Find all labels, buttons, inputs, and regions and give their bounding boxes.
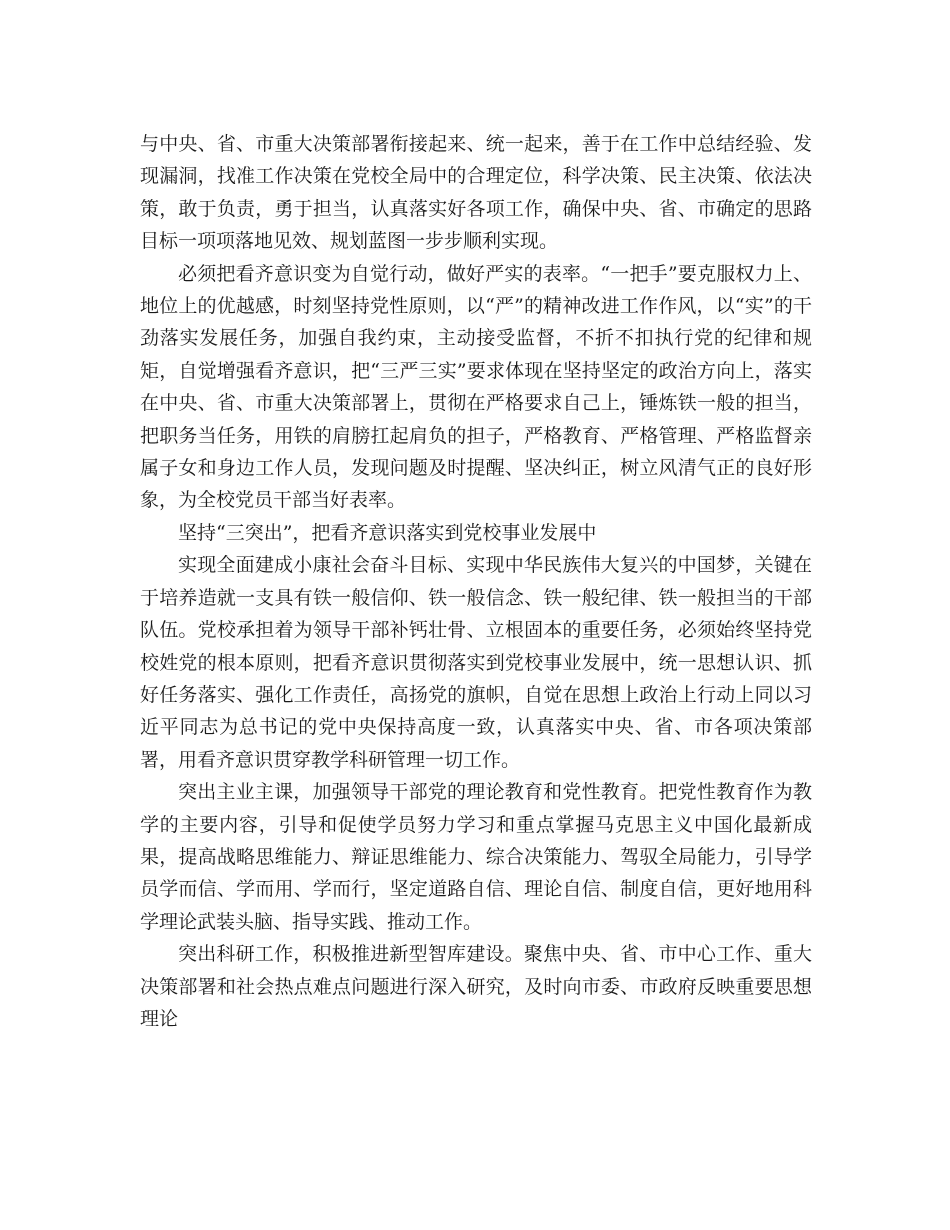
section-heading: 坚持“三突出”，把看齐意识落实到党校事业发展中 <box>178 521 597 544</box>
document-body <box>140 128 812 1035</box>
paragraph-main-courses: 突出主业主课，加强领导干部党的理论教育和党性教育。把党性教育作为教学的主要内容，引导和促使学员努力学习和重点掌握马克思主义中国化最新成果，提高战略思维能力、辩证思维能力、综合决策能力、驾驭全局能力，引导学员学而信、学而用、学而行，坚定道路自信、理论自信、制度自信，更好地用科学理论武装头脑、指导实践、推动工作。 <box>140 781 812 933</box>
paragraph-continuation: 与中央、省、市重大决策部署衔接起来、统一起来，善于在工作中总结经验、发现漏洞，找准工作决策在党校全局中的合理定位，科学决策、民主决策、依法决策，敢于负责，勇于担当，认真落实好各项工作，确保中央、省、市确定的思路目标一项项落地见效、规划蓝图一步步顺利实现。 <box>140 133 812 253</box>
paragraph-cadre-team: 实现全面建成小康社会奋斗目标、实现中华民族伟大复兴的中国梦，关键在于培养造就一支具有铁一般信仰、铁一般信念、铁一般纪律、铁一般担当的干部队伍。党校承担着为领导干部补钙壮骨、立根固本的重要任务，必须始终坚持党校姓党的根本原则，把看齐意识贯彻落实到党校事业发展中，统一思想认识、抓好任务落实、强化工作责任，高扬党的旗帜，自觉在思想上政治上行动上同以习近平同志为总书记的党中央保持高度一致，认真落实中央、省、市各项决策部署，用看齐意识贯穿教学科研管理一切工作。 <box>140 554 812 771</box>
paragraph-self-discipline: 必须把看齐意识变为自觉行动，做好严实的表率。“一把手”要克服权力上、地位上的优越感，时刻坚持党性原则，以“严”的精神改进工作作风，以“实”的干劲落实发展任务，加强自我约束，主动接受监督，不折不扣执行党的纪律和规矩，自觉增强看齐意识，把“三严三实”要求体现在坚持坚定的政治方向上，落实在中央、省、市重大决策部署上，贯彻在严格要求自己上，锤炼铁一般的担当，把职务当任务，用铁的肩膀扛起肩负的担子，严格教育、严格管理、严格监督亲属子女和身边工作人员，发现问题及时提醒、坚决纠正，树立风清气正的良好形象，为全校党员干部当好表率。 <box>140 262 812 512</box>
paragraph-research-think-tank: 突出科研工作，积极推进新型智库建设。聚焦中央、省、市中心工作、重大决策部署和社会热点难点问题进行深入研究，及时向市委、市政府反映重要思想理论 <box>140 943 812 1030</box>
